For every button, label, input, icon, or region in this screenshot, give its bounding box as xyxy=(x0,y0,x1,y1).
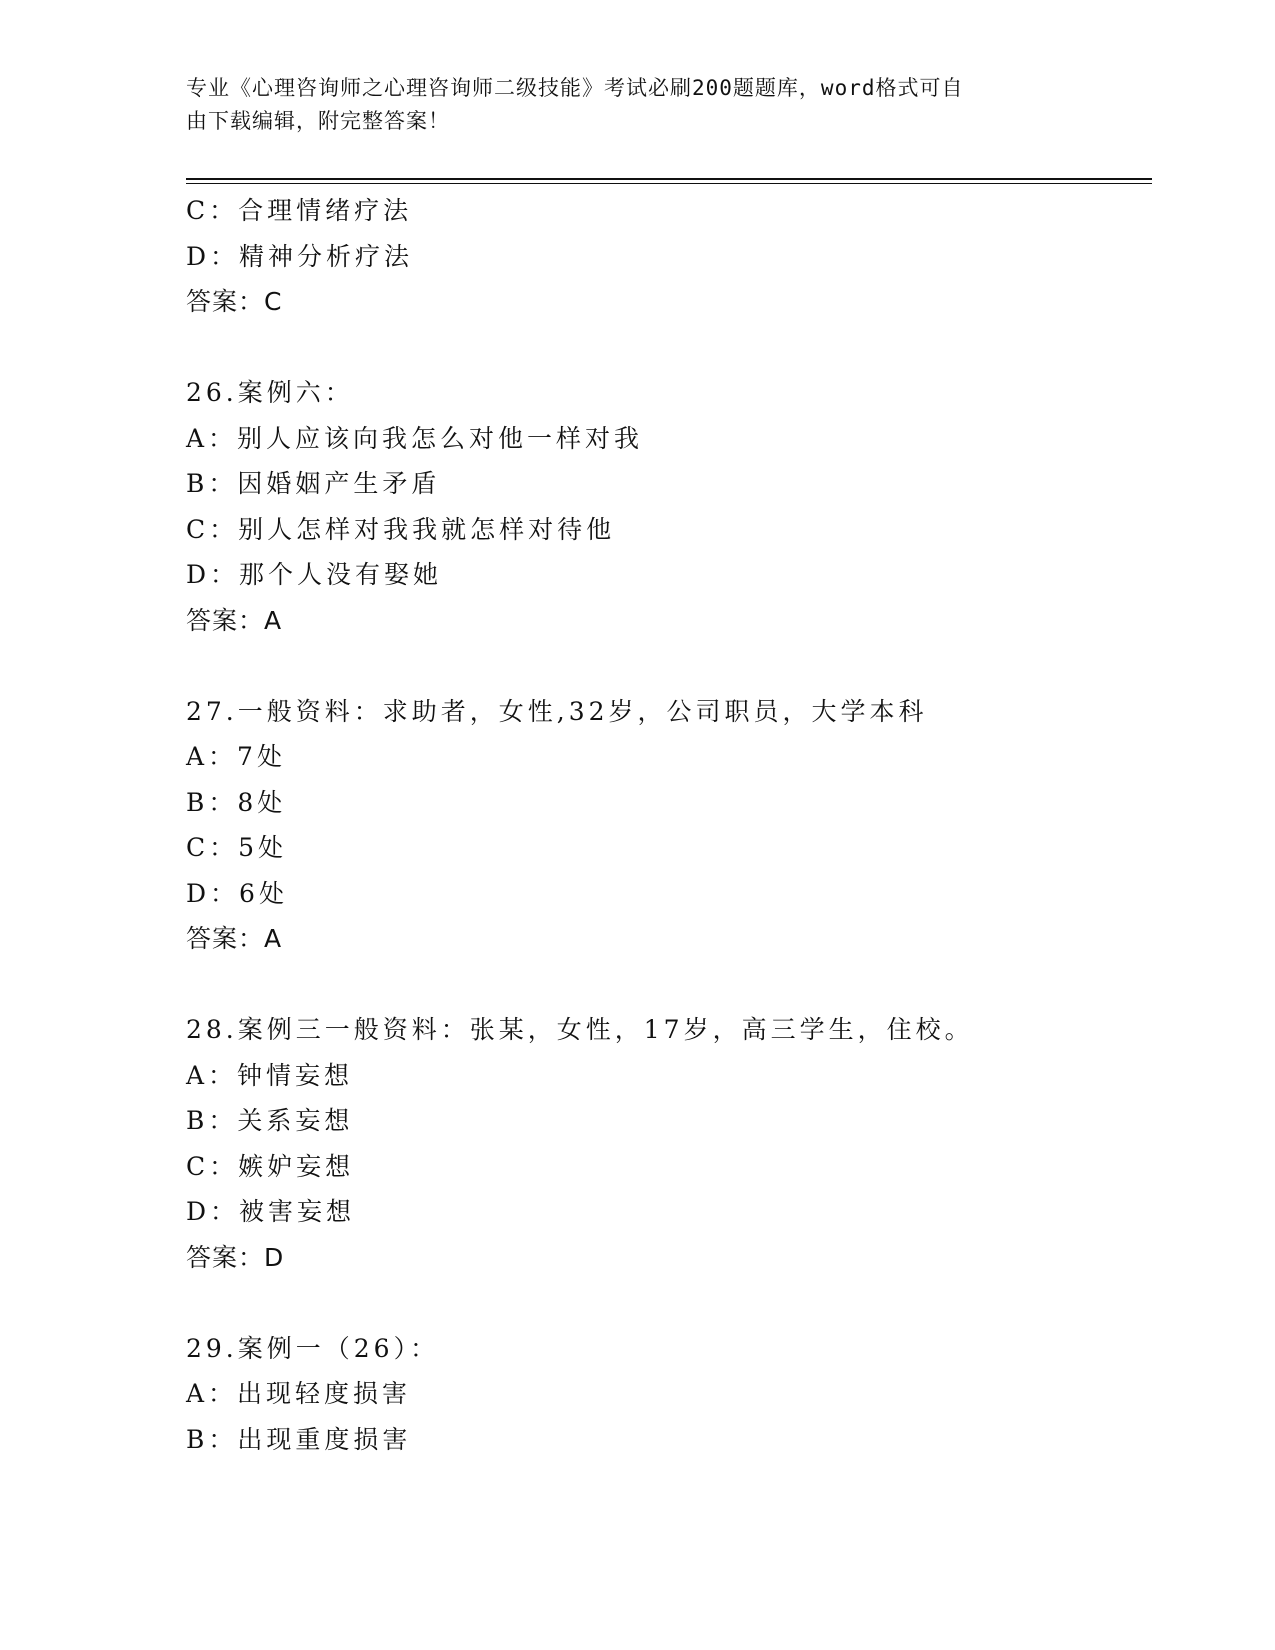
question-title: 28.案例三一般资料：张某，女性，17岁，高三学生，住校。 xyxy=(186,1015,974,1044)
option-b: B：出现重度损害 xyxy=(186,1424,412,1454)
header-divider-thin xyxy=(186,183,1152,184)
question-list xyxy=(186,188,1152,1462)
header-line-2: 由下载编辑，附完整答案！ xyxy=(186,109,450,133)
header-line-1: 专业《心理咨询师之心理咨询师二级技能》考试必刷200题题库，word格式可自 xyxy=(186,76,964,100)
option-b: B：关系妄想 xyxy=(186,1106,354,1135)
spacer xyxy=(186,1280,1152,1326)
question-block-26 xyxy=(186,370,1152,643)
question-block-prev xyxy=(186,188,1152,325)
question-block-29 xyxy=(186,1326,1152,1463)
option-b: B：因婚姻产生矛盾 xyxy=(186,469,441,498)
option-c: C：别人怎样对我我就怎样对待他 xyxy=(186,514,616,544)
option-c: C：嫉妒妄想 xyxy=(186,1151,355,1181)
spacer xyxy=(186,325,1152,371)
question-title: 27.一般资料：求助者，女性,32岁，公司职员，大学本科 xyxy=(186,696,928,726)
question-block-27 xyxy=(186,689,1152,962)
header-divider-thick xyxy=(186,178,1152,180)
option-c: C：5处 xyxy=(186,833,288,862)
option-d: D：精神分析疗法 xyxy=(186,241,414,271)
option-d: D：被害妄想 xyxy=(186,1197,356,1226)
question-block-28 xyxy=(186,1007,1152,1280)
answer-line: 答案：D xyxy=(186,1242,285,1272)
question-title: 29.案例一（26）： xyxy=(186,1333,440,1363)
spacer xyxy=(186,962,1152,1008)
answer-line: 答案：A xyxy=(186,924,283,953)
option-b: B：8处 xyxy=(186,787,287,817)
option-a: A：别人应该向我怎么对他一样对我 xyxy=(186,423,644,453)
option-a: A：钟情妄想 xyxy=(186,1060,354,1090)
answer-line: 答案：A xyxy=(186,605,283,635)
option-a: A：出现轻度损害 xyxy=(186,1379,412,1408)
spacer xyxy=(186,643,1152,689)
option-d: D：那个人没有娶她 xyxy=(186,560,443,589)
document-header xyxy=(186,72,1066,138)
question-title: 26.案例六： xyxy=(186,378,354,407)
option-a: A：7处 xyxy=(186,742,286,771)
option-d: D：6处 xyxy=(186,878,288,908)
answer-line: 答案：C xyxy=(186,287,283,316)
option-c: C：合理情绪疗法 xyxy=(186,196,413,225)
